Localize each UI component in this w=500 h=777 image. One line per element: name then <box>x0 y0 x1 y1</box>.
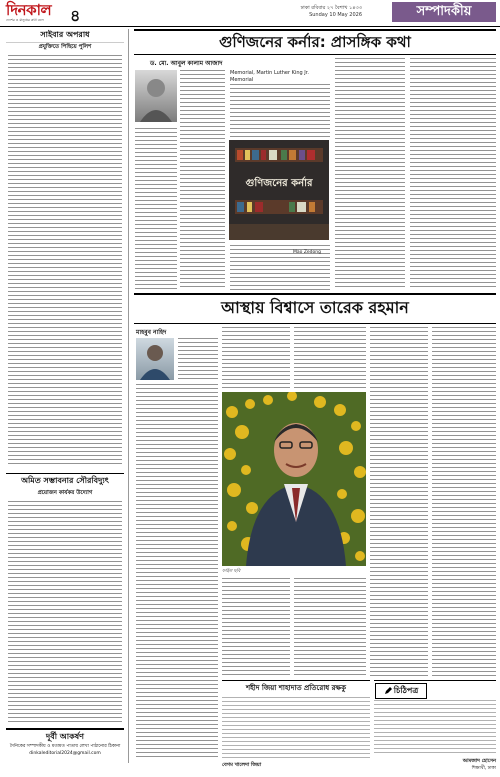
article-2-col-1-top <box>178 338 218 380</box>
editorial-1-subtitle: প্রযুক্তিতে পিছিয়ে পুলিশ <box>38 44 92 50</box>
author-2-photo <box>136 338 174 380</box>
article-1-rule <box>134 29 496 31</box>
column-divider <box>128 29 129 763</box>
article-2-col-5 <box>432 327 496 676</box>
article-1-col-1 <box>180 70 225 290</box>
editorial-2-header <box>6 473 124 488</box>
date-bangla: ঢাকা রবিবার ২৭ বৈশাখ ১৪৩৩ <box>300 5 362 11</box>
thought-footer: দৈনিকের সম্পাদকীয় ও মতামত পাতায় লেখা পাঠানোর ঠিকানা <box>9 744 121 749</box>
article-2-author: মাহবুব নাহিদ <box>136 329 167 336</box>
article-1-author: ড. মো. আবুল কালাম আজাদ <box>150 60 223 67</box>
newspaper-logo[interactable] <box>6 3 64 22</box>
section-title: সম্পাদকীয় <box>392 2 496 22</box>
thought-box <box>6 728 124 770</box>
article-3-rule <box>222 680 370 681</box>
article-2-headline-rule <box>134 323 496 324</box>
article-2-headline[interactable]: আস্থায় বিশ্বাসে তারেক রহমান <box>221 298 409 317</box>
tarique-photo <box>222 392 366 566</box>
thought-title: দূর্বী আকর্ষণ <box>46 732 84 741</box>
article-2-col-4 <box>370 327 428 676</box>
date-line <box>252 5 362 19</box>
article-1-english-snippet-2: Mao Zedong <box>293 250 321 255</box>
editorial-1-title: সাইবার অপরাধ <box>40 30 90 39</box>
photo-caption: ফাইল ছবি <box>222 569 241 574</box>
book-title: গুণিজনের কর্নার <box>245 178 313 189</box>
letters-title <box>375 683 427 699</box>
editorial-header <box>6 29 124 43</box>
letters-signature: আমজাদ হোসেন <box>462 758 496 764</box>
letters-signature-sub: শিক্ষার্থী, ঢাকা <box>471 766 496 771</box>
article-2-rule <box>134 293 496 295</box>
article-1-col-4 <box>410 58 496 290</box>
article-2-col-1 <box>136 384 218 758</box>
logo-tagline: দেশের ও মানুষের কথা বলে <box>6 18 44 22</box>
pencil-icon <box>384 687 392 695</box>
logo-text: দিনকাল <box>6 1 52 19</box>
thought-email[interactable]: dinkaleditorial2024@gmail.com <box>29 751 101 756</box>
masthead <box>0 0 500 27</box>
article-1-col-1b <box>135 128 177 290</box>
editorial-1-body <box>8 55 122 467</box>
editorial-2-subtitle: প্রয়োজন কার্যকর উদ্যোগ <box>37 490 93 496</box>
article-1-col-2-top <box>230 84 330 138</box>
page-number: ৪ <box>70 6 81 25</box>
article-3-headline[interactable]: শহীদ জিয়া শাহাদাত প্রতিরোধ রক্ষকু <box>245 684 347 692</box>
editorial-2-body <box>8 501 122 723</box>
book-cover-image <box>229 140 329 240</box>
letters-rule <box>374 680 496 681</box>
article-3-body <box>222 697 370 759</box>
article-2-col-2 <box>222 578 290 676</box>
article-1-headline[interactable]: গুণিজনের কর্নার: প্রাসঙ্গিক কথা <box>219 33 411 51</box>
article-1-english-snippet: Memorial, Martin Luther King Jr. Memorial <box>230 70 309 83</box>
letters-body <box>374 700 496 756</box>
author-photo <box>135 70 177 122</box>
article-2-col-3-top <box>294 327 366 391</box>
letters-title-text: চিঠিপত্র <box>393 686 419 695</box>
article-2-col-2-top <box>222 327 290 391</box>
article-1-headline-rule <box>134 54 496 55</box>
article-2-col-3 <box>294 578 366 676</box>
date-english: Sunday 10 May 2026 <box>309 12 362 18</box>
editorial-2-title: অমিত সম্ভাবনার সৌরবিদ্যুৎ <box>21 476 109 485</box>
article-3-author: বেগম খালেদা জিয়া <box>222 762 262 768</box>
